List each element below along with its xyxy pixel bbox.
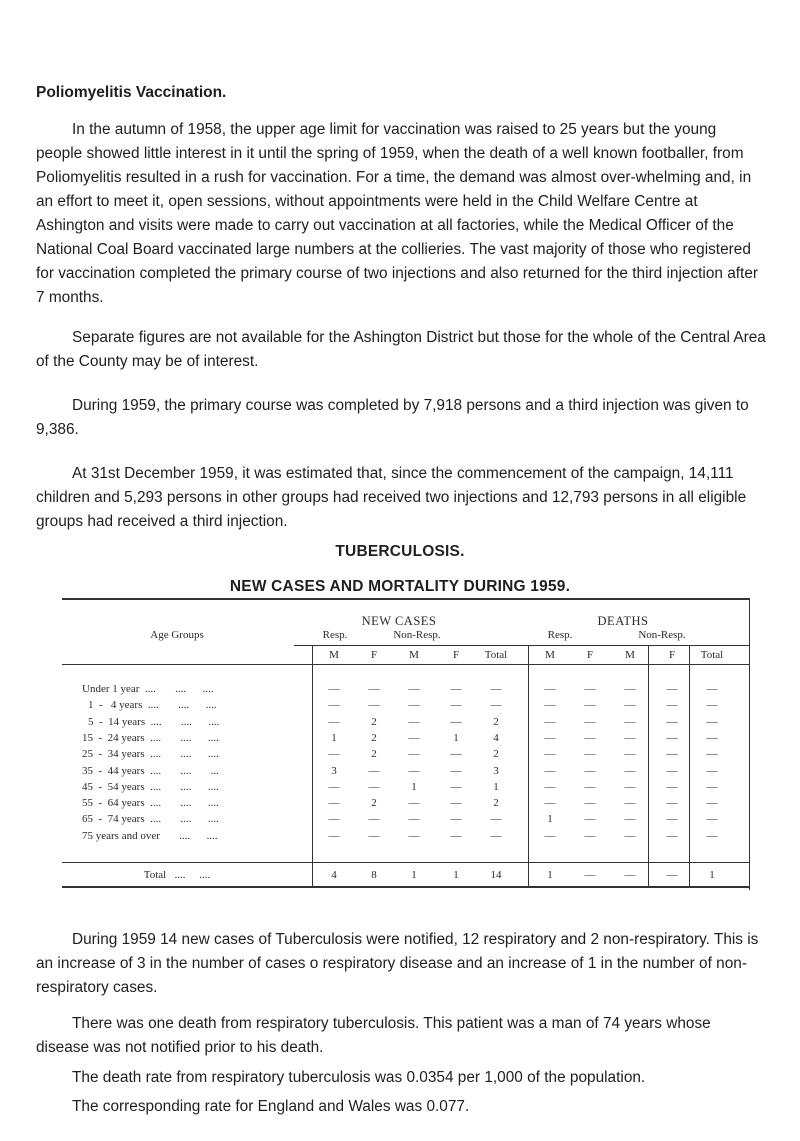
table-cell: 2 — [371, 716, 377, 728]
table-cell: — — [544, 716, 556, 728]
table-cell: — — [368, 781, 380, 793]
table-cell: — — [624, 716, 636, 728]
tb-paragraph-2: There was one death from respiratory tuberculosis. This patient was a man of 74 years whose disease was not notified prior to his death. — [36, 1015, 711, 1056]
table-cell: — — [450, 716, 462, 728]
new-cases-resp-header: Resp. — [322, 629, 348, 641]
table-cell: — — [706, 716, 718, 728]
column-header: M — [409, 649, 419, 661]
polio-paragraph-3: During 1959, the primary course was completed by 7,918 persons and a third injection was given to 9,386. — [36, 397, 749, 438]
new-cases-nonresp-header: Non-Resp. — [393, 629, 441, 641]
table-cell: — — [666, 683, 678, 695]
table-cell: — — [624, 748, 636, 760]
column-separator — [312, 645, 313, 887]
table-cell: — — [408, 716, 420, 728]
table-cell: — — [328, 683, 340, 695]
total-cell: 1 — [453, 869, 459, 881]
age-groups-header: Age Groups — [150, 629, 204, 641]
table-cell: — — [544, 830, 556, 842]
table-cell: — — [328, 748, 340, 760]
table-cell: — — [450, 813, 462, 825]
table-cell: — — [450, 765, 462, 777]
table-cell: — — [706, 699, 718, 711]
table-cell: — — [624, 732, 636, 744]
total-cell: 14 — [490, 869, 502, 881]
table-cell: — — [368, 683, 380, 695]
table-cell: — — [328, 813, 340, 825]
table-cell: — — [544, 781, 556, 793]
table-cell: — — [584, 732, 596, 744]
table-cell: — — [584, 765, 596, 777]
tb-paragraph-1: During 1959 14 new cases of Tuberculosis were notified, 12 respiratory and 2 non-respiratory. This is an increase of 3 in the number of cases o respiratory disease and an increase of 1 in the number of non-respiratory cases. — [36, 931, 759, 996]
table-cell: — — [584, 748, 596, 760]
total-label: Total .... .... — [143, 869, 211, 881]
table-cell: 2 — [493, 748, 499, 760]
table-cell: — — [368, 830, 380, 842]
table-cell: — — [584, 781, 596, 793]
total-cell: — — [666, 869, 678, 881]
table-cell: — — [624, 797, 636, 809]
total-cell: 8 — [371, 869, 377, 881]
table-cell: — — [544, 748, 556, 760]
table-cell: 1 — [453, 732, 459, 744]
total-cell: — — [624, 869, 636, 881]
table-cell: 4 — [493, 732, 499, 744]
polio-paragraph-2: Separate figures are not available for the Ashington District but those for the whole of the Central Area of the County may be of interest. — [36, 329, 766, 370]
age-group-label: 15 - 24 years .... .... .... — [82, 732, 219, 744]
age-group-label: 1 - 4 years .... .... .... — [88, 699, 217, 711]
column-separator — [528, 645, 529, 887]
age-group-label: 45 - 54 years .... .... .... — [82, 781, 219, 793]
table-cell: — — [584, 683, 596, 695]
table-cell: 1 — [411, 781, 417, 793]
table-cell: — — [584, 699, 596, 711]
total-cell: 4 — [331, 869, 337, 881]
age-group-label: 75 years and over .... .... — [82, 830, 218, 842]
polio-paragraph-1: In the autumn of 1958, the upper age limit for vaccination was raised to 25 years but the young people showed little interest in it until the spring of 1959, when the death of a well known footballer, from Poliomyelitis resulted in a rush for vaccination. For a time, the demand was almost over-whelming and, in an effort to meet it, open sessions, without appointments were held in the Child Welfare Centre at Ashington and visits were made to carry out vaccination at all factories, while the Medical Officer of the National Coal Board vaccinated large numbers at the collieries. The vast majority of those who registered for vaccination completed the primary course of two injections and also returned for the third injection after 7 months. — [36, 121, 759, 306]
table-cell: — — [408, 765, 420, 777]
table-cell: 1 — [493, 781, 499, 793]
table-cell: — — [408, 732, 420, 744]
column-header: F — [586, 649, 594, 661]
table-cell: — — [666, 748, 678, 760]
column-header: Total — [700, 649, 724, 661]
table-cell: — — [666, 732, 678, 744]
table-cell: — — [408, 797, 420, 809]
subheader-rule — [294, 645, 750, 646]
table-cell: — — [706, 748, 718, 760]
table-cell: — — [584, 716, 596, 728]
table-cell: 2 — [371, 797, 377, 809]
table-cell: 2 — [371, 732, 377, 744]
tb-title: TUBERCULOSIS. — [335, 543, 465, 560]
table-cell: — — [544, 765, 556, 777]
table-cell: — — [490, 830, 502, 842]
column-header: M — [329, 649, 339, 661]
column-header: F — [668, 649, 676, 661]
table-cell: 2 — [371, 748, 377, 760]
column-header: Total — [484, 649, 508, 661]
table-cell: — — [490, 699, 502, 711]
table-cell: — — [408, 813, 420, 825]
table-right-rule — [749, 598, 750, 890]
column-header: F — [452, 649, 460, 661]
age-group-label: 25 - 34 years .... .... .... — [82, 748, 219, 760]
table-cell: — — [328, 781, 340, 793]
polio-paragraph-4: At 31st December 1959, it was estimated that, since the commencement of the campaign, 14,111 children and 5,293 persons in other groups had received two injections and 12,793 persons in all eligible groups had received a third injection. — [36, 465, 747, 530]
table-cell: — — [328, 699, 340, 711]
table-cell: — — [328, 830, 340, 842]
table-cell: — — [544, 699, 556, 711]
table-cell: — — [408, 748, 420, 760]
table-cell: — — [666, 797, 678, 809]
table-cell: 2 — [493, 716, 499, 728]
table-cell: — — [450, 797, 462, 809]
table-cell: — — [666, 699, 678, 711]
table-cell: — — [666, 830, 678, 842]
table-cell: — — [706, 813, 718, 825]
table-cell: — — [490, 683, 502, 695]
table-cell: — — [368, 813, 380, 825]
deaths-header: DEATHS — [597, 614, 649, 628]
table-cell: — — [584, 830, 596, 842]
table-cell: — — [666, 781, 678, 793]
table-cell: — — [408, 830, 420, 842]
total-cell: 1 — [709, 869, 715, 881]
table-cell: — — [584, 813, 596, 825]
table-cell: — — [624, 699, 636, 711]
table-cell: — — [450, 781, 462, 793]
table-cell: 3 — [493, 765, 499, 777]
table-cell: — — [706, 732, 718, 744]
table-cell: — — [328, 797, 340, 809]
table-cell: — — [666, 813, 678, 825]
table-bottom-rule — [62, 886, 750, 888]
tb-paragraph-3: The death rate from respiratory tuberculosis was 0.0354 per 1,000 of the population. — [72, 1069, 646, 1086]
deaths-nonresp-header: Non-Resp. — [638, 629, 686, 641]
table-cell: — — [490, 813, 502, 825]
table-cell: — — [706, 781, 718, 793]
column-header: M — [625, 649, 635, 661]
deaths-resp-header: Resp. — [547, 629, 573, 641]
table-cell: — — [666, 716, 678, 728]
table-cell: — — [624, 781, 636, 793]
total-rule — [62, 862, 750, 863]
column-header: F — [370, 649, 378, 661]
total-cell: 1 — [411, 869, 417, 881]
total-cell: 1 — [547, 869, 553, 881]
table-cell: — — [450, 683, 462, 695]
table-cell: — — [706, 830, 718, 842]
table-cell: — — [544, 797, 556, 809]
table-cell: — — [624, 813, 636, 825]
table-cell: — — [328, 716, 340, 728]
tb-table — [62, 598, 762, 888]
table-top-rule — [62, 598, 750, 600]
table-cell: 1 — [331, 732, 337, 744]
tb-subtitle: NEW CASES AND MORTALITY DURING 1959. — [229, 578, 571, 595]
age-group-label: 35 - 44 years .... .... ... — [82, 765, 219, 777]
table-cell: — — [450, 699, 462, 711]
table-cell: — — [624, 765, 636, 777]
age-group-label: 55 - 64 years .... .... .... — [82, 797, 219, 809]
table-cell: — — [368, 765, 380, 777]
column-header-rule — [62, 664, 750, 665]
table-cell: 3 — [331, 765, 337, 777]
table-cell: — — [408, 699, 420, 711]
polio-heading: Poliomyelitis Vaccination. — [36, 84, 227, 101]
table-cell: 1 — [547, 813, 553, 825]
age-group-label: 65 - 74 years .... .... .... — [82, 813, 219, 825]
table-cell: — — [450, 830, 462, 842]
age-group-label: Under 1 year .... .... .... — [82, 683, 214, 695]
table-cell: — — [624, 830, 636, 842]
table-cell: 2 — [493, 797, 499, 809]
table-cell: — — [666, 765, 678, 777]
table-cell: — — [368, 699, 380, 711]
table-cell: — — [624, 683, 636, 695]
table-cell: — — [544, 732, 556, 744]
table-cell: — — [408, 683, 420, 695]
table-cell: — — [706, 765, 718, 777]
table-cell: — — [544, 683, 556, 695]
table-cell: — — [584, 797, 596, 809]
table-cell: — — [706, 683, 718, 695]
age-group-label: 5 - 14 years .... .... .... — [88, 716, 220, 728]
table-cell: — — [450, 748, 462, 760]
new-cases-header: NEW CASES — [361, 614, 437, 628]
table-cell: — — [706, 797, 718, 809]
tb-paragraph-4: The corresponding rate for England and Wales was 0.077. — [72, 1098, 470, 1115]
column-header: M — [545, 649, 555, 661]
total-cell: — — [584, 869, 596, 881]
